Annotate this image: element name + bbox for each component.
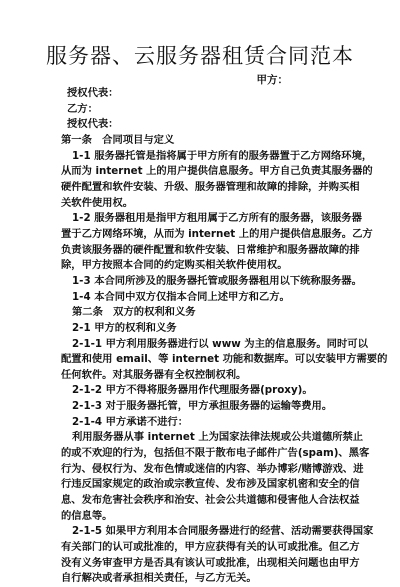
clause-line: 任何软件。对其服务器有全权控制权利。	[61, 368, 247, 381]
clause-line: 行为、侵权行为、发布色情或迷信的内容、举办博彩/赌博游戏、进	[61, 462, 364, 475]
clause-line: 的信息等。	[61, 509, 113, 522]
party-a-label: 甲方：	[256, 74, 288, 86]
party-b-rep-line: 授权代表：	[67, 118, 119, 131]
clause-line: 利用服务器从事 internet 上为国家法律法规或公共道德所禁止	[72, 431, 364, 444]
clause-line: 2-1-1 甲方利用服务器进行以 www 为主的信息服务。同时可以	[72, 337, 368, 350]
clause-line: 息、发布危害社会秩序和治安、社会公共道德和侵害他人合法权益	[61, 494, 360, 507]
contract-body	[61, 86, 388, 587]
party-b-line: 乙方：	[67, 102, 98, 115]
document-title: 服务器、云服务器租赁合同范本	[46, 44, 354, 68]
article-1-heading: 第一条 合同项目与定义	[61, 133, 175, 146]
clause-line: 除，甲方按照本合同的约定购买相关软件使用权。	[61, 259, 288, 272]
clause-line: 有关部门的认可或批准的，甲方应获得有关的认可或批准。但乙方	[61, 541, 360, 554]
clause-line: 1-3 本合同所涉及的服务器托管或服务器租用以下统称服务器。	[72, 274, 362, 287]
clause-line: 的或不欢迎的行为，包括但不限于散布电子邮件广告(spam)、黑客	[61, 447, 370, 460]
clause-line: 配置和使用 email、等 internet 功能和数据库。可以安装甲方需要的	[61, 353, 388, 366]
clause-line: 没有义务审查甲方是否具有该认可或批准，出现相关问题也由甲方	[61, 556, 360, 569]
clause-line: 自行解决或者承担相关责任，与乙方无关。	[61, 572, 257, 585]
article-2-heading: 第二条 双方的权利和义务	[72, 306, 196, 319]
clause-line: 2-1-2 甲方不得将服务器用作代理服务器(proxy)。	[72, 384, 313, 397]
clause-heading: 2-1 甲方的权利和义务	[72, 321, 177, 334]
clause-line: 1-2 服务器租用是指甲方租用属于乙方所有的服务器，该服务器	[72, 212, 362, 225]
clause-line: 2-1-5 如果甲方利用本合同服务器进行的经营、活动需要获得国家	[72, 525, 374, 538]
clause-line: 关软件使用权。	[61, 196, 134, 209]
party-a-rep-line: 授权代表：	[67, 87, 119, 99]
clause-line: 2-1-4 甲方承诺不进行：	[72, 415, 189, 428]
clause-line: 2-1-3 对于服务器托管，甲方承担服务器的运输等费用。	[72, 400, 333, 413]
clause-line: 从而为 internet 上的用户提供信息服务。甲方自己负责其服务器的	[61, 165, 373, 178]
clause-line: 负责该服务器的硬件配置和软件安装、日常维护和服务器故障的排	[61, 243, 360, 256]
clause-line: 置于乙方网络环境，从而为 internet 上的用户提供信息服务。乙方	[61, 227, 373, 240]
clause-line: 1-1 服务器托管是指将属于甲方所有的服务器置于乙方网络环境，	[72, 149, 373, 162]
clause-line: 行违反国家规定的政治或宗教宣传、发布涉及国家机密和安全的信	[61, 478, 360, 491]
clause-line: 硬件配置和软件安装、升级、服务器管理和故障的排除，并购买相	[61, 180, 360, 193]
clause-line: 1-4 本合同中双方仅指本合同上述甲方和乙方。	[72, 290, 290, 303]
